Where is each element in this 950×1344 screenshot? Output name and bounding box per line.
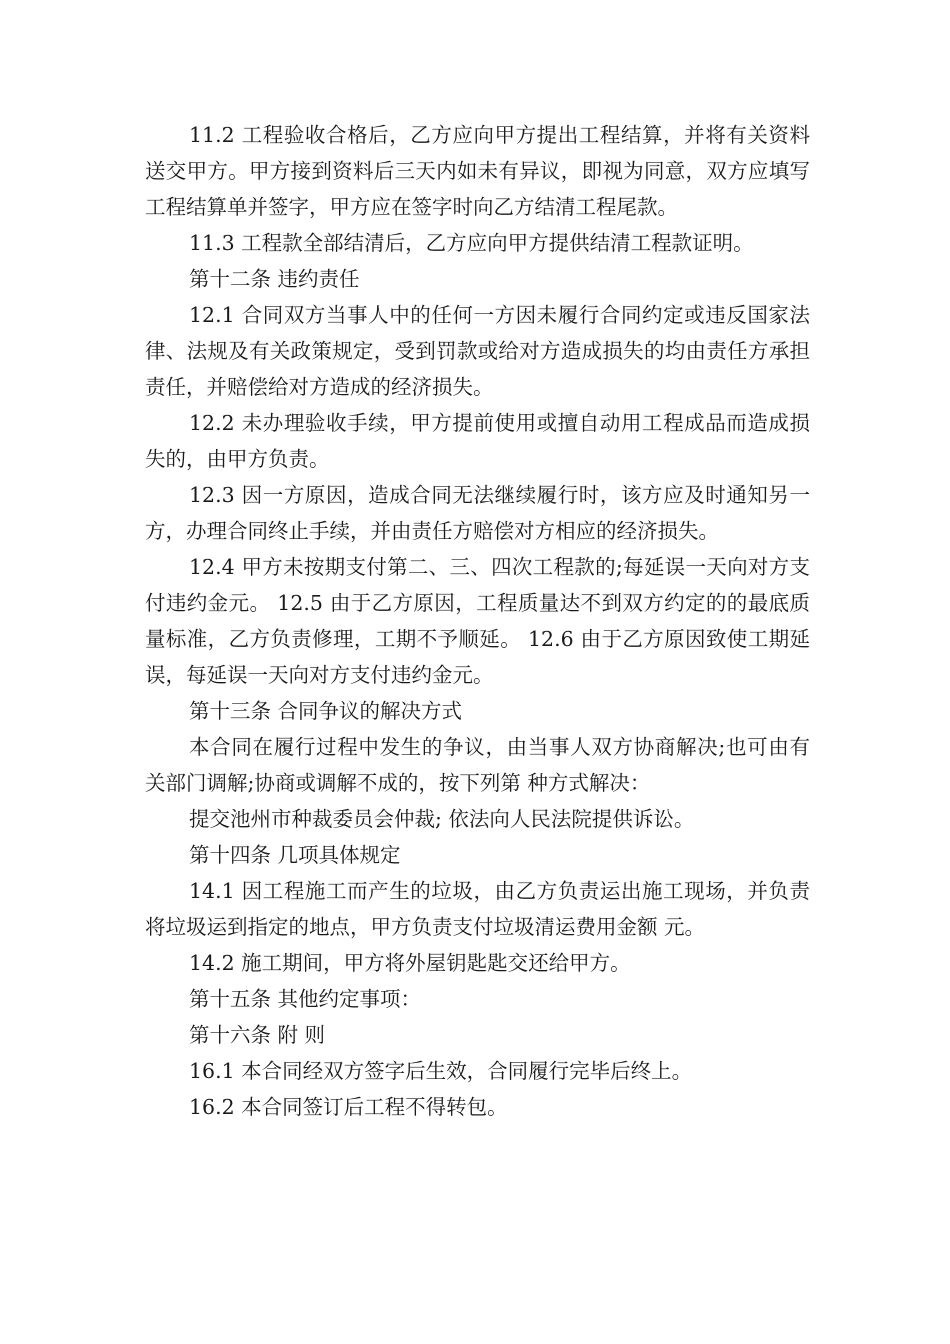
article-13-body: 本合同在履行过程中发生的争议，由当事人双方协商解决;也可由有关部门调解;协商或调解不成的，按下列第 种方式解决： — [145, 735, 810, 795]
clause-16-2: 16.2 本合同签订后工程不得转包。 — [189, 1095, 508, 1119]
article-13-options: 提交池州市种裁委员会仲裁; 依法向人民法院提供诉讼。 — [189, 807, 695, 831]
article-14-heading: 第十四条 几项具体规定 — [189, 843, 401, 867]
clause-11-3: 11.3 工程款全部结清后，乙方应向甲方提供结清工程款证明。 — [189, 231, 754, 255]
article-12-heading: 第十二条 违约责任 — [189, 267, 360, 291]
clause-12-2: 12.2 未办理验收手续，甲方提前使用或擅自动用工程成品而造成损失的，由甲方负责。 — [145, 411, 810, 471]
clause-14-1: 14.1 因工程施工而产生的垃圾，由乙方负责运出施工现场，并负责将垃圾运到指定的地点，甲方负责支付垃圾清运费用金额 元。 — [145, 879, 810, 939]
clause-14-2: 14.2 施工期间，甲方将外屋钥匙匙交还给甲方。 — [189, 951, 631, 975]
clause-12-4-to-12-6: 12.4 甲方未按期支付第二、三、四次工程款的;每延误一天向对方支付违约金元。 12.5 由于乙方原因，工程质量达不到双方约定的的最底质量标准，乙方负责修理，工期不予顺延。 12.6 由于乙方原因致使工期延误，每延误一天向对方支付违约金元。 — [145, 555, 810, 687]
clause-16-1: 16.1 本合同经双方签字后生效，合同履行完毕后终上。 — [189, 1059, 693, 1083]
clause-11-2: 11.2 工程验收合格后，乙方应向甲方提出工程结算，并将有关资料送交甲方。甲方接到资料后三天内如未有异议，即视为同意，双方应填写工程结算单并签字，甲方应在签字时向乙方结清工程尾款。 — [145, 123, 810, 219]
article-13-heading: 第十三条 合同争议的解决方式 — [189, 699, 463, 723]
article-16-heading: 第十六条 附 则 — [189, 1023, 326, 1047]
clause-12-3: 12.3 因一方原因，造成合同无法继续履行时，该方应及时通知另一方，办理合同终止手续，并由责任方赔偿对方相应的经济损失。 — [145, 483, 810, 543]
clause-12-1: 12.1 合同双方当事人中的任何一方因未履行合同约定或违反国家法律、法规及有关政策规定，受到罚款或给对方造成损失的均由责任方承担责任，并赔偿给对方造成的经济损失。 — [145, 303, 810, 399]
document-body — [145, 117, 810, 1125]
article-15-heading: 第十五条 其他约定事项： — [189, 987, 422, 1011]
